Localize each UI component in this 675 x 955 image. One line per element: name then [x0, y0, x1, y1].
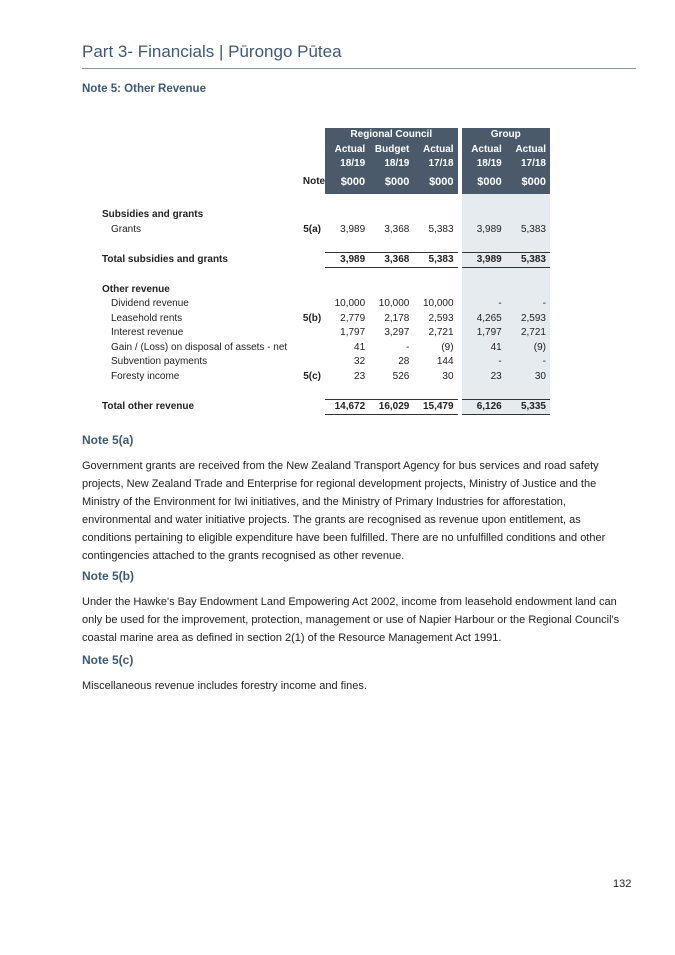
row-label: Foresty income — [111, 370, 180, 382]
cell-value: 2,779 — [340, 312, 366, 324]
cell-value: 28 — [398, 356, 410, 367]
cell-value: 3,368 — [384, 223, 410, 235]
regional-council-header: Regional Council — [325, 128, 458, 143]
cell-value: 3,989 — [462, 252, 506, 268]
spacer-row — [98, 194, 550, 209]
cell-value: 3,989 — [325, 252, 369, 268]
row-note-ref — [299, 341, 325, 356]
row-label: Grants — [111, 223, 142, 235]
cell-value: 526 — [392, 370, 410, 382]
page-number: 132 — [613, 878, 632, 890]
cell-value: (9) — [506, 341, 550, 356]
cell-value: 5,335 — [506, 399, 550, 415]
note-5a-text: Government grants are received from the New Zealand Transport Agency for bus services and road safety projects, New Zealand Trade and Enterprise for regional development projects, Ministry of Justice and the Ministry of the Environment for Iwi initiatives, and the Ministry of Primary Industries for afforestation, environmental and water initiative projects. The grants are recognised as revenue upon entitlement, as conditions pertaining to eligible expenditure have been fulfilled. There are no unfulfilled conditions and other contingencies attached to the grants recognised as other revenue. — [82, 460, 606, 562]
cell-value: 41 — [354, 341, 366, 353]
col-header: $000 — [413, 172, 457, 194]
row-note-ref — [299, 326, 325, 341]
row-label: Dividend revenue — [111, 298, 189, 309]
group-header: Group — [462, 128, 550, 143]
table-row — [98, 370, 550, 385]
cell-value: 2,593 — [428, 312, 454, 324]
row-label: Subvention payments — [111, 356, 208, 367]
total-row — [98, 399, 550, 415]
table-header-row-1 — [98, 143, 550, 158]
cell-value: 2,178 — [384, 312, 410, 324]
cell-value: 5,383 — [506, 252, 550, 268]
note-5c-text: Miscellaneous revenue includes forestry income and fines. — [82, 680, 367, 692]
cell-value: - — [462, 297, 506, 312]
col-header: Actual — [413, 143, 457, 158]
col-header: $000 — [506, 172, 550, 194]
col-header: Actual — [462, 143, 506, 158]
other-revenue-table — [98, 128, 550, 415]
cell-value: 5,383 — [428, 223, 454, 235]
table-row — [98, 223, 550, 238]
cell-value: - — [406, 341, 410, 353]
row-label: Total other revenue — [102, 400, 195, 412]
cell-value: 14,672 — [325, 399, 369, 415]
note-5a-heading: Note 5(a) — [82, 433, 134, 447]
cell-value: 30 — [442, 370, 454, 382]
section-heading-row — [98, 283, 550, 298]
cell-value: 23 — [354, 370, 366, 382]
row-label: Interest revenue — [111, 327, 184, 338]
cell-value: 4,265 — [462, 312, 506, 327]
cell-value: - — [462, 355, 506, 370]
row-note-ref — [299, 355, 325, 370]
cell-value: 2,721 — [506, 326, 550, 341]
col-header: $000 — [325, 172, 369, 194]
cell-value: 3,989 — [340, 223, 366, 235]
col-header: $000 — [369, 172, 413, 194]
col-header: Actual — [506, 143, 550, 158]
cell-value: 10,000 — [422, 298, 454, 309]
cell-value: 3,989 — [462, 223, 506, 238]
cell-value: 2,593 — [506, 312, 550, 327]
cell-value: 5,383 — [413, 252, 457, 268]
cell-value: 15,479 — [413, 399, 457, 415]
cell-value: 6,126 — [462, 399, 506, 415]
page-header-title: Part 3- Financials | Pūrongo Pūtea — [82, 42, 342, 61]
header-divider — [82, 68, 636, 69]
cell-value: 3,368 — [369, 252, 413, 268]
section-heading-row — [98, 208, 550, 223]
table-group-header-row — [98, 128, 550, 143]
cell-value: - — [506, 355, 550, 370]
table-row — [98, 297, 550, 312]
cell-value: 144 — [436, 356, 454, 367]
col-header: 18/19 — [369, 157, 413, 172]
col-header: $000 — [462, 172, 506, 194]
spacer-row — [98, 384, 550, 399]
table-header-row-2 — [98, 157, 550, 172]
cell-value: 1,797 — [340, 327, 366, 338]
table-row — [98, 326, 550, 341]
col-header: 18/19 — [462, 157, 506, 172]
cell-value: (9) — [441, 341, 454, 353]
row-note-ref: 5(a) — [303, 223, 321, 235]
row-note-ref: 5(b) — [302, 312, 322, 324]
cell-value: 5,383 — [506, 223, 550, 238]
cell-value: 32 — [354, 356, 366, 367]
note-5c-heading: Note 5(c) — [82, 653, 134, 667]
cell-value: 30 — [506, 370, 550, 385]
col-header: Budget — [369, 143, 413, 158]
note-column-header: Note — [302, 176, 326, 188]
cell-value: 41 — [462, 341, 506, 356]
note-title: Note 5: Other Revenue — [82, 83, 206, 95]
cell-value: - — [506, 297, 550, 312]
section-heading: Subsidies and grants — [102, 209, 204, 220]
cell-value: 2,721 — [428, 327, 454, 338]
col-header: Actual — [325, 143, 369, 158]
table-row — [98, 341, 550, 356]
cell-value: 23 — [462, 370, 506, 385]
table-row — [98, 312, 550, 327]
row-label: Leasehold rents — [111, 312, 183, 324]
row-note-ref: 5(c) — [303, 370, 321, 382]
cell-value: 3,297 — [384, 327, 410, 338]
table-header-row-3 — [98, 172, 550, 194]
total-row — [98, 252, 550, 268]
row-label: Total subsidies and grants — [102, 253, 228, 265]
table-row — [98, 355, 550, 370]
col-header: 18/19 — [325, 157, 369, 172]
spacer-row — [98, 268, 550, 283]
cell-value: 1,797 — [462, 326, 506, 341]
row-note-ref — [299, 297, 325, 312]
cell-value: 16,029 — [369, 399, 413, 415]
note-5b-text: Under the Hawke's Bay Endowment Land Empowering Act 2002, income from leasehold endowment land can only be used for the improvement, protection, management or use of Napier Harbour or the Regional Council's coastal marine area as defined in section 2(1) of the Resource Management Act 1991. — [82, 596, 620, 644]
section-heading: Other revenue — [102, 283, 170, 295]
col-header: 17/18 — [506, 157, 550, 172]
row-label: Gain / (Loss) on disposal of assets - net — [111, 341, 288, 353]
col-header: 17/18 — [413, 157, 457, 172]
cell-value: 10,000 — [334, 298, 366, 309]
note-5b-heading: Note 5(b) — [82, 569, 134, 583]
cell-value: 10,000 — [378, 298, 410, 309]
spacer-row — [98, 237, 550, 252]
